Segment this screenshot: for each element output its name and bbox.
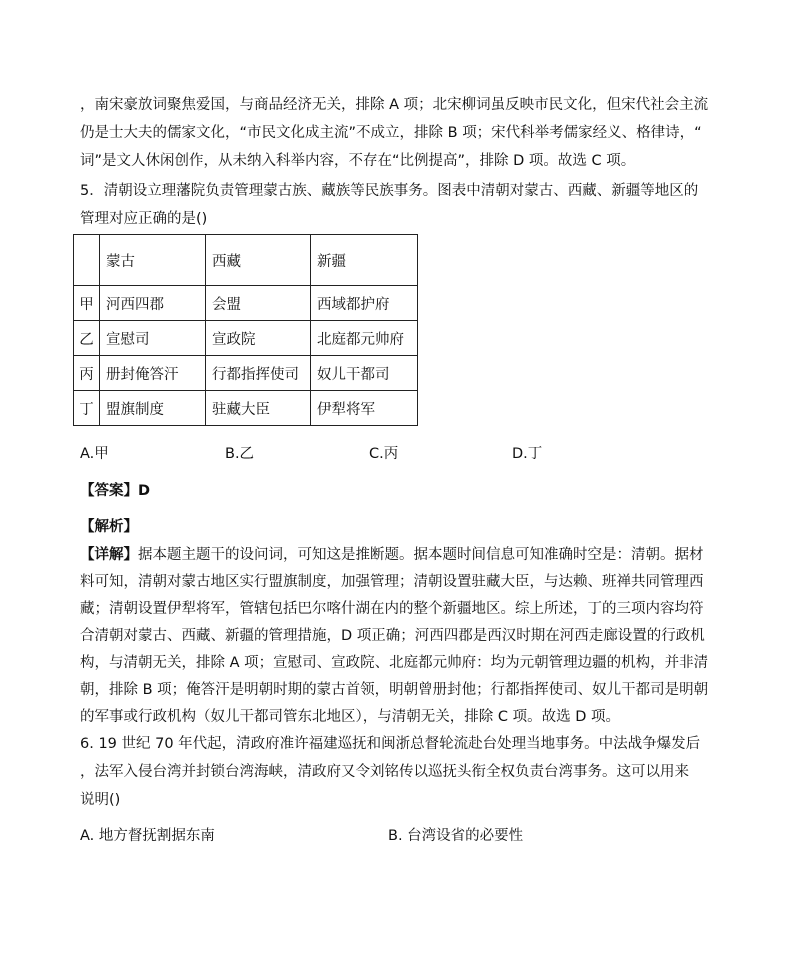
table-header-cell: 新疆 [311,235,418,286]
answer-value: D [138,483,151,499]
table-cell: 奴儿干都司 [311,356,418,391]
q5-detail-line-5: 构，与清朝无关，排除 A 项；宣慰司、宣政院、北庭都元帅府：均为元朝管理边疆的机构，并非清 [80,655,709,671]
q5-detail-line-1 [80,545,704,565]
q5-option-b: B.乙 [225,446,255,462]
detail-label: 【详解】 [80,547,138,563]
q5-option-d: D.丁 [512,446,543,462]
q5-detail-line-6: 朝，排除 B 项；俺答汗是明朝时期的蒙古首领，明朝曾册封他；行都指挥使司、奴儿干都司是明朝 [80,682,709,698]
q4-explanation-line-2: 仍是士大夫的儒家文化，“市民文化成主流”不成立，排除 B 项；宋代科举考儒家经义、格律诗，“ [80,125,702,141]
table-header-row [74,235,418,286]
table-cell: 西域都护府 [311,286,418,321]
q5-detail-line-4: 合清朝对蒙古、西藏、新疆的管理措施，D 项正确；河西四郡是西汉时期在河西走廊设置的行政机 [80,628,705,644]
q5-option-c: C.丙 [369,446,399,462]
table-cell: 宣慰司 [100,321,206,356]
table-cell: 甲 [74,286,100,321]
q4-explanation-line-1: ，南宋豪放词聚焦爱国，与商品经济无关，排除 A 项；北宋柳词虽反映市民文化，但宋代社会主流 [80,97,709,113]
table-header-cell: 西藏 [206,235,311,286]
table-cell: 河西四郡 [100,286,206,321]
table-header-cell [74,235,100,286]
q6-option-a: A. 地方督抚割据东南 [80,828,215,844]
table-row [74,356,418,391]
q6-stem-line-3: 说明() [80,792,121,808]
table-cell: 乙 [74,321,100,356]
detail-text: 据本题主题干的设问词，可知这是推断题。据本题时间信息可知准确时空是：清朝。据材 [138,547,704,563]
table-cell: 宣政院 [206,321,311,356]
table-row [74,321,418,356]
q5-answer [80,481,150,501]
q5-detail-line-7: 的军事或行政机构（奴儿干都司管东北地区），与清朝无关，排除 C 项。故选 D 项。 [80,709,620,725]
table-cell: 丙 [74,356,100,391]
q5-analysis-label: 【解析】 [80,519,138,535]
q5-stem-line-1: 5．清朝设立理藩院负责管理蒙古族、藏族等民族事务。图表中清朝对蒙古、西藏、新疆等地区的 [80,183,699,199]
table-row [74,286,418,321]
table-cell: 行都指挥使司 [206,356,311,391]
q5-detail-line-3: 藏；清朝设置伊犁将军，管辖包括巴尔喀什湖在内的整个新疆地区。综上所述，丁的三项内容均符 [80,601,704,617]
q6-stem-line-1: 6. 19 世纪 70 年代起，清政府准许福建巡抚和闽浙总督轮流赴台处理当地事务。中法战争爆发后 [80,736,701,752]
table-cell: 伊犁将军 [311,391,418,426]
table-cell: 北庭都元帅府 [311,321,418,356]
q5-stem-line-2: 管理对应正确的是() [80,211,208,227]
table-header-cell: 蒙古 [100,235,206,286]
table-cell: 盟旗制度 [100,391,206,426]
table-cell: 驻藏大臣 [206,391,311,426]
q4-explanation-line-3: 词”是文人休闲创作，从未纳入科举内容，不存在“比例提高”，排除 D 项。故选 C 项。 [80,153,636,169]
q6-stem-line-2: ，法军入侵台湾并封锁台湾海峡，清政府又令刘铭传以巡抚头衔全权负责台湾事务。这可以用来 [80,764,689,780]
table-cell: 册封俺答汗 [100,356,206,391]
table-cell: 丁 [74,391,100,426]
answer-label: 【答案】 [80,483,138,499]
q5-detail-line-2: 料可知，清朝对蒙古地区实行盟旗制度，加强管理；清朝设置驻藏大臣，与达赖、班禅共同管理西 [80,574,704,590]
table-cell: 会盟 [206,286,311,321]
q5-option-a: A.甲 [80,446,109,462]
q6-option-b: B. 台湾设省的必要性 [388,828,524,844]
table-row [74,391,418,426]
q5-table [73,234,418,426]
